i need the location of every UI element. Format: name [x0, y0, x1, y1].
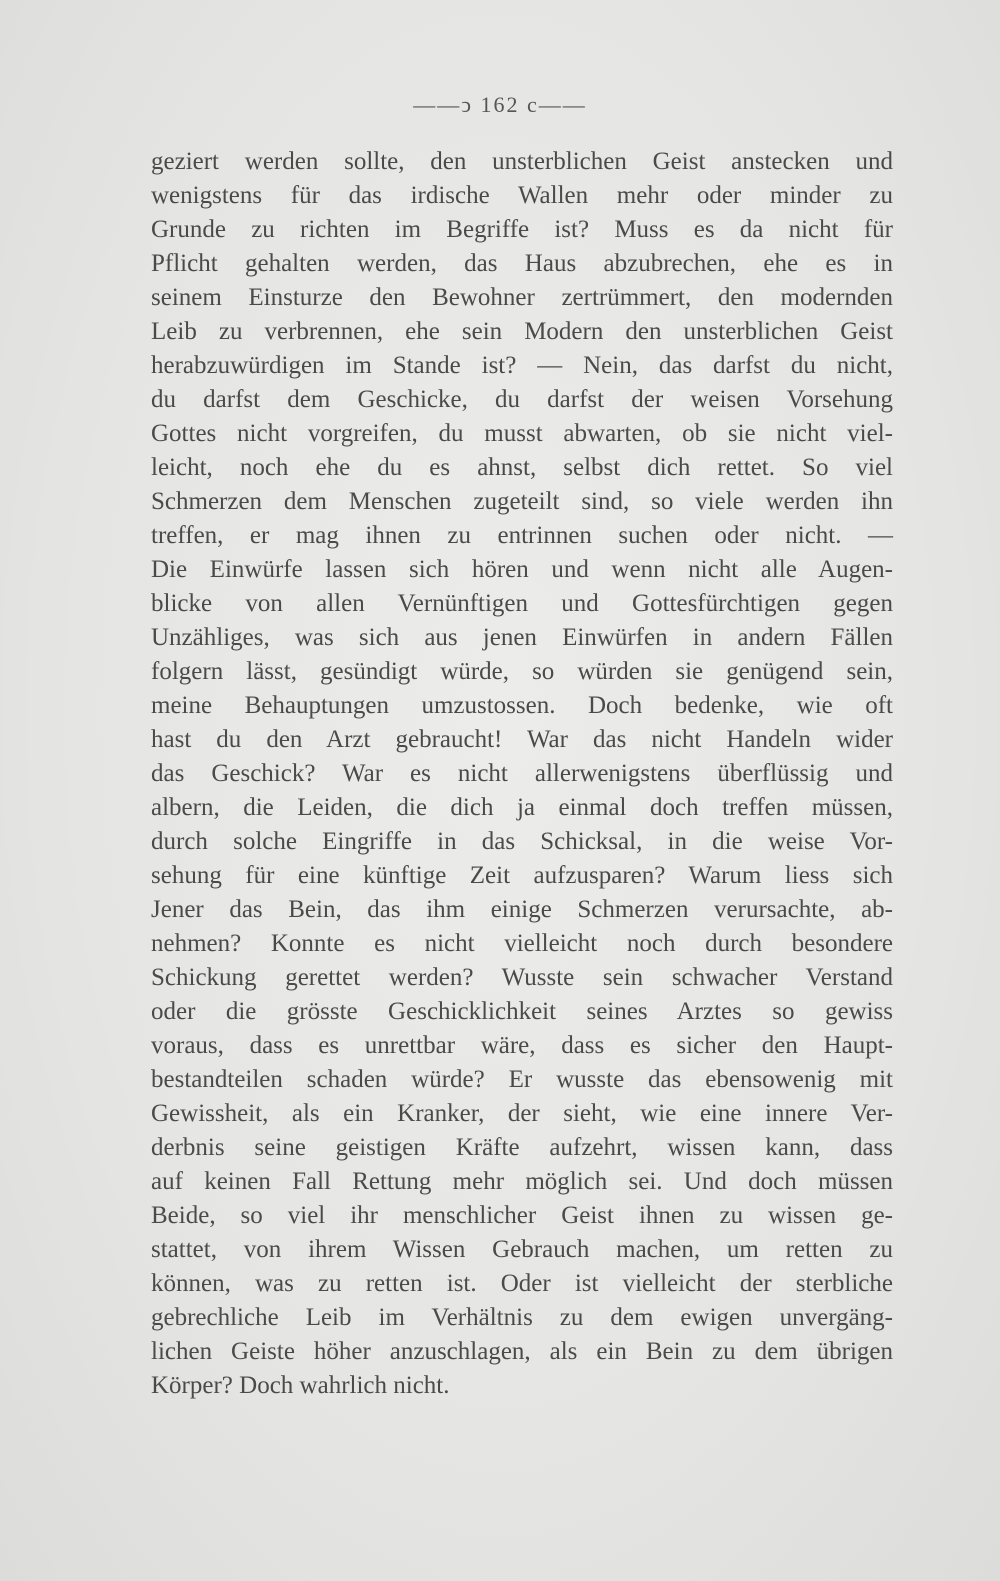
- text-line: seinem Einsturze den Bewohner zertrümmert, den modernden: [151, 284, 893, 311]
- page-header: ——ↄ 162 c——: [413, 92, 587, 117]
- body-text: [151, 145, 893, 1403]
- text-line: albern, die Leiden, die dich ja einmal doch treffen müssen,: [151, 794, 893, 821]
- text-line: das Geschick? War es nicht allerwenigstens überflüssig und: [151, 760, 893, 787]
- text-line: geziert werden sollte, den unsterblichen Geist anstecken und: [151, 148, 893, 175]
- text-line: wenigstens für das irdische Wallen mehr oder minder zu: [151, 182, 893, 209]
- text-line: Grunde zu richten im Begriffe ist? Muss es da nicht für: [151, 216, 893, 243]
- text-line: oder die grösste Geschicklichkeit seines Arztes so gewiss: [151, 998, 893, 1025]
- text-line: treffen, er mag ihnen zu entrinnen suchen oder nicht. —: [151, 522, 893, 549]
- text-line: Gottes nicht vorgreifen, du musst abwarten, ob sie nicht viel-: [151, 420, 893, 447]
- text-line: Beide, so viel ihr menschlicher Geist ihnen zu wissen ge-: [151, 1202, 893, 1229]
- text-line: meine Behauptungen umzustossen. Doch bedenke, wie oft: [151, 692, 893, 719]
- text-line: voraus, dass es unrettbar wäre, dass es sicher den Haupt-: [151, 1032, 893, 1059]
- text-line: sehung für eine künftige Zeit aufzusparen? Warum liess sich: [151, 862, 893, 889]
- text-line: du darfst dem Geschicke, du darfst der weisen Vorsehung: [151, 386, 893, 413]
- text-line: Schickung gerettet werden? Wusste sein schwacher Verstand: [151, 964, 893, 991]
- text-line: Pflicht gehalten werden, das Haus abzubrechen, ehe es in: [151, 250, 893, 277]
- text-line: hast du den Arzt gebraucht! War das nicht Handeln wider: [151, 726, 893, 753]
- text-line: gebrechliche Leib im Verhältnis zu dem ewigen unvergäng-: [151, 1304, 893, 1331]
- text-line: folgern lässt, gesündigt würde, so würden sie genügend sein,: [151, 658, 893, 685]
- text-line: Leib zu verbrennen, ehe sein Modern den unsterblichen Geist: [151, 318, 893, 345]
- text-line: Schmerzen dem Menschen zugeteilt sind, so viele werden ihn: [151, 488, 893, 515]
- text-line: können, was zu retten ist. Oder ist vielleicht der sterbliche: [151, 1270, 893, 1297]
- text-line: Körper? Doch wahrlich nicht.: [151, 1372, 450, 1399]
- text-line: durch solche Eingriffe in das Schicksal, in die weise Vor-: [151, 828, 893, 855]
- text-line: herabzuwürdigen im Stande ist? — Nein, das darfst du nicht,: [151, 352, 893, 379]
- text-line: derbnis seine geistigen Kräfte aufzehrt, wissen kann, dass: [151, 1134, 893, 1161]
- text-line: nehmen? Konnte es nicht vielleicht noch durch besondere: [151, 930, 893, 957]
- text-line: bestandteilen schaden würde? Er wusste das ebensowenig mit: [151, 1066, 893, 1093]
- text-line: lichen Geiste höher anzuschlagen, als ein Bein zu dem übrigen: [151, 1338, 893, 1365]
- text-line: Unzähliges, was sich aus jenen Einwürfen in andern Fällen: [151, 624, 893, 651]
- text-line: leicht, noch ehe du es ahnst, selbst dich rettet. So viel: [151, 454, 893, 481]
- text-line: Die Einwürfe lassen sich hören und wenn nicht alle Augen-: [151, 556, 893, 583]
- text-line: stattet, von ihrem Wissen Gebrauch machen, um retten zu: [151, 1236, 893, 1263]
- text-line: auf keinen Fall Rettung mehr möglich sei. Und doch müssen: [151, 1168, 893, 1195]
- text-line: blicke von allen Vernünftigen und Gottesfürchtigen gegen: [151, 590, 893, 617]
- text-line: Jener das Bein, das ihm einige Schmerzen verursachte, ab-: [151, 896, 893, 923]
- text-line: Gewissheit, als ein Kranker, der sieht, wie eine innere Ver-: [151, 1100, 893, 1127]
